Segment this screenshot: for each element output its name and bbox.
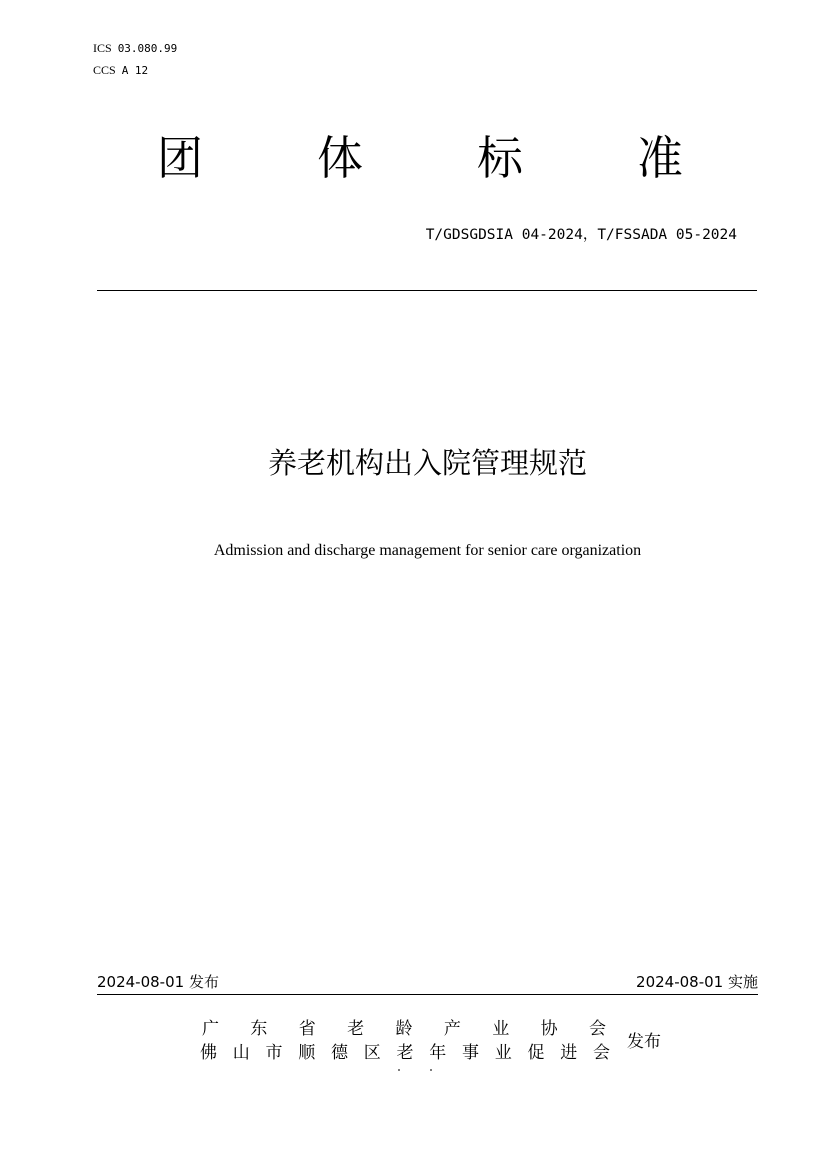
issuer-char: 山 (232, 1043, 250, 1063)
top-divider (97, 290, 757, 291)
issuer-char: 顺 (298, 1043, 316, 1063)
publish-label: 发布 (627, 1032, 661, 1052)
issuer-org-2 (200, 1042, 610, 1064)
issuer-char: 区 (363, 1043, 381, 1063)
issuer-org-1 (202, 1018, 606, 1040)
issuer-char: 东 (250, 1019, 268, 1039)
standard-type-heading (150, 128, 690, 188)
issuer-char: 业 (494, 1043, 512, 1063)
issuer-char: 省 (298, 1019, 316, 1039)
standard-type-char: 标 (477, 131, 523, 185)
issuer-char: 年 (429, 1043, 447, 1063)
issuer-char: 广 (202, 1019, 219, 1039)
ics-classification (93, 41, 177, 56)
issuer-char: 进 (560, 1043, 578, 1063)
standard-type-char: 体 (317, 131, 363, 185)
standard-number: T/GDSGDSIA 04-2024，T/FSSADA 05-2024 (425, 227, 737, 243)
issuer-char: 德 (331, 1043, 348, 1063)
implementation-date: 2024-08-01 实施 (636, 973, 758, 991)
issuer-char: 佛 (200, 1043, 217, 1063)
issuer-char: 龄 (395, 1019, 413, 1039)
title-english: Admission and discharge management for senior care organization (213, 542, 642, 559)
issuer-char: 市 (265, 1043, 283, 1063)
standard-type-char: 准 (637, 131, 683, 185)
issuer-char: 协 (540, 1019, 558, 1039)
standard-type-char: 团 (157, 131, 203, 185)
issuer-char: 会 (589, 1019, 606, 1039)
ccs-label: CCS (93, 63, 116, 77)
ccs-classification (93, 63, 148, 78)
issue-date: 2024-08-01 发布 (97, 973, 219, 991)
issuer-char: 事 (462, 1043, 479, 1063)
issuer-char: 产 (443, 1019, 461, 1039)
scan-speck (430, 1069, 432, 1071)
scan-speck (398, 1069, 400, 1071)
issuer-char: 会 (593, 1043, 610, 1063)
issuer-char: 促 (527, 1043, 545, 1063)
issuer-char: 老 (347, 1019, 365, 1039)
issuer-char: 老 (396, 1043, 414, 1063)
ccs-code: A 12 (121, 64, 149, 77)
ics-code: 03.080.99 (117, 42, 178, 55)
bottom-divider (97, 994, 758, 995)
issuer-char: 业 (492, 1019, 510, 1039)
title-chinese: 养老机构出入院管理规范 (267, 446, 587, 480)
ics-label: ICS (93, 41, 112, 55)
